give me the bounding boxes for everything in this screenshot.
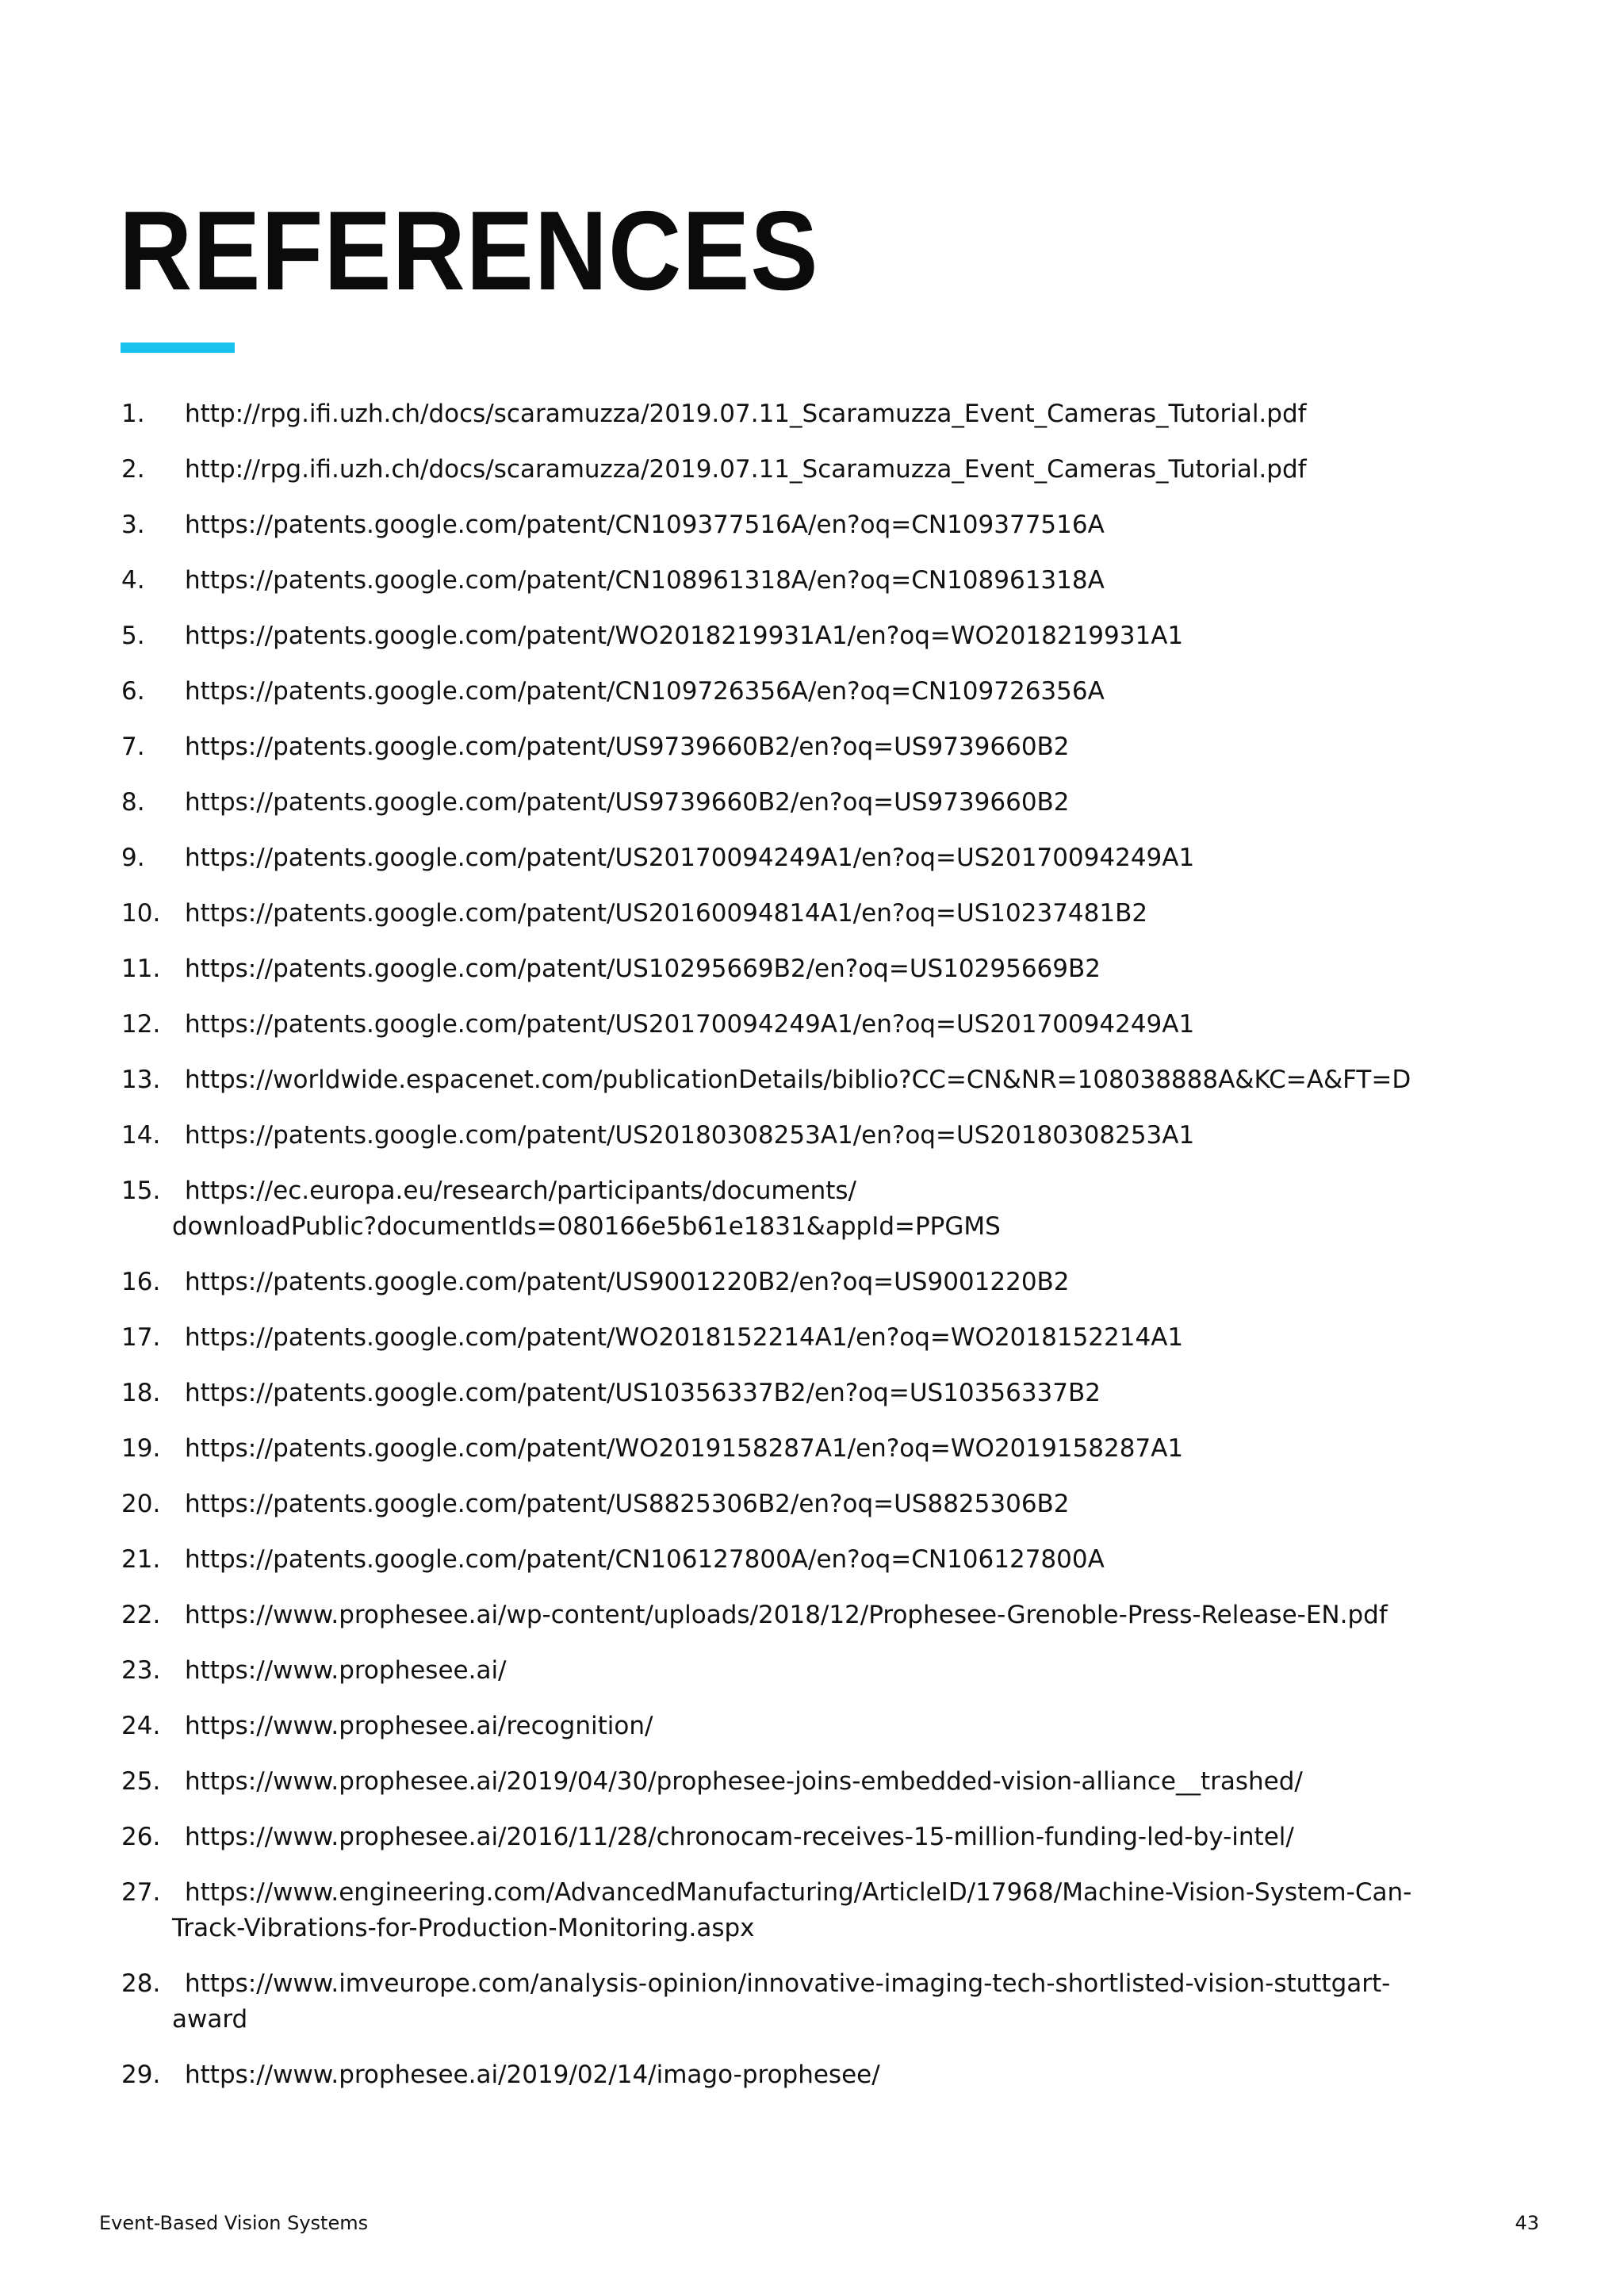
reference-link[interactable]: https://patents.google.com/patent/US9001220B2/en?oq=US9001220B2 <box>185 1268 1070 1296</box>
reference-link[interactable]: https://patents.google.com/patent/US10295669B2/en?oq=US10295669B2 <box>185 955 1101 983</box>
footer-page-number: 43 <box>1515 2212 1539 2234</box>
reference-link[interactable]: https://www.imveurope.com/analysis-opinion/innovative-imaging-tech-shortlisted-vision-stuttgart- <box>185 1969 1391 1998</box>
reference-link[interactable]: https://patents.google.com/patent/WO2018152214A1/en?oq=WO2018152214A1 <box>185 1323 1184 1352</box>
footer-document-title: Event-Based Vision Systems <box>99 2212 369 2234</box>
reference-link[interactable]: https://www.prophesee.ai/2019/04/30/prophesee-joins-embedded-vision-alliance__trashed/ <box>185 1767 1303 1796</box>
reference-link[interactable]: https://www.prophesee.ai/ <box>185 1656 507 1685</box>
reference-number: 21. <box>121 1545 161 1574</box>
reference-item <box>121 1653 1517 1689</box>
reference-number: 22. <box>121 1601 161 1629</box>
reference-item <box>121 1966 1517 2038</box>
reference-link[interactable]: https://patents.google.com/patent/WO2018219931A1/en?oq=WO2018219931A1 <box>185 622 1184 650</box>
reference-link[interactable]: https://patents.google.com/patent/CN106127800A/en?oq=CN106127800A <box>185 1545 1105 1574</box>
reference-item <box>121 452 1517 488</box>
reference-link[interactable]: https://patents.google.com/patent/CN109377516A/en?oq=CN109377516A <box>185 511 1105 539</box>
reference-link[interactable]: https://worldwide.espacenet.com/publicationDetails/biblio?CC=CN&NR=108038888A&KC=A&FT=D <box>185 1066 1411 1094</box>
reference-item <box>121 1709 1517 1744</box>
reference-link-continuation[interactable]: downloadPublic?documentIds=080166e5b61e1831&appId=PPGMS <box>172 1212 1001 1241</box>
reference-link-continuation[interactable]: Track-Vibrations-for-Production-Monitoring.aspx <box>172 1914 755 1942</box>
title-accent-bar <box>121 342 235 353</box>
reference-link[interactable]: https://patents.google.com/patent/US8825306B2/en?oq=US8825306B2 <box>185 1490 1070 1518</box>
reference-number: 29. <box>121 2061 161 2089</box>
reference-number: 15. <box>121 1177 161 1205</box>
reference-link[interactable]: https://patents.google.com/patent/CN108961318A/en?oq=CN108961318A <box>185 566 1105 595</box>
page-title: REFERENCES <box>119 188 819 314</box>
reference-item <box>121 896 1517 932</box>
reference-item <box>121 1875 1517 1946</box>
reference-number: 20. <box>121 1490 161 1518</box>
reference-link[interactable]: https://www.prophesee.ai/2019/02/14/imago-prophesee/ <box>185 2061 880 2089</box>
reference-link[interactable]: https://patents.google.com/patent/CN109726356A/en?oq=CN109726356A <box>185 677 1105 706</box>
reference-item <box>121 1598 1517 1633</box>
reference-item <box>121 396 1517 432</box>
reference-item <box>121 1376 1517 1411</box>
reference-link[interactable]: https://patents.google.com/patent/US20160094814A1/en?oq=US10237481B2 <box>185 899 1148 928</box>
reference-number: 25. <box>121 1767 161 1796</box>
reference-item <box>121 2057 1517 2093</box>
reference-number: 3. <box>121 511 145 539</box>
reference-link[interactable]: https://www.prophesee.ai/wp-content/uploads/2018/12/Prophesee-Grenoble-Press-Release-EN.pdf <box>185 1601 1388 1629</box>
reference-number: 9. <box>121 844 145 872</box>
reference-link[interactable]: https://patents.google.com/patent/US9739660B2/en?oq=US9739660B2 <box>185 733 1070 761</box>
reference-item <box>121 1820 1517 1855</box>
reference-item <box>121 1764 1517 1800</box>
reference-number: 24. <box>121 1712 161 1740</box>
reference-number: 17. <box>121 1323 161 1352</box>
reference-number: 28. <box>121 1969 161 1998</box>
reference-link[interactable]: https://patents.google.com/patent/US20180308253A1/en?oq=US20180308253A1 <box>185 1121 1195 1150</box>
reference-link[interactable]: https://patents.google.com/patent/US20170094249A1/en?oq=US20170094249A1 <box>185 1010 1195 1039</box>
reference-number: 7. <box>121 733 145 761</box>
reference-item <box>121 674 1517 710</box>
reference-link[interactable]: https://ec.europa.eu/research/participants/documents/ <box>185 1177 857 1205</box>
reference-item <box>121 729 1517 765</box>
reference-number: 11. <box>121 955 161 983</box>
reference-number: 13. <box>121 1066 161 1094</box>
reference-item <box>121 1431 1517 1467</box>
reference-item <box>121 785 1517 821</box>
reference-item <box>121 618 1517 654</box>
reference-item <box>121 1007 1517 1043</box>
reference-item <box>121 1265 1517 1300</box>
reference-item <box>121 1118 1517 1154</box>
reference-item <box>121 1487 1517 1522</box>
reference-number: 16. <box>121 1268 161 1296</box>
reference-list <box>121 396 1517 2113</box>
reference-item <box>121 951 1517 987</box>
reference-item <box>121 1173 1517 1245</box>
reference-number: 8. <box>121 788 145 817</box>
reference-number: 19. <box>121 1434 161 1463</box>
reference-item <box>121 1320 1517 1356</box>
reference-number: 14. <box>121 1121 161 1150</box>
reference-number: 6. <box>121 677 145 706</box>
reference-link[interactable]: https://www.engineering.com/AdvancedManufacturing/ArticleID/17968/Machine-Vision-System-Can- <box>185 1878 1412 1907</box>
reference-link[interactable]: https://patents.google.com/patent/US10356337B2/en?oq=US10356337B2 <box>185 1379 1101 1407</box>
reference-link[interactable]: https://patents.google.com/patent/US9739660B2/en?oq=US9739660B2 <box>185 788 1070 817</box>
reference-number: 26. <box>121 1823 161 1851</box>
reference-link[interactable]: https://patents.google.com/patent/US20170094249A1/en?oq=US20170094249A1 <box>185 844 1195 872</box>
reference-link[interactable]: http://rpg.ifi.uzh.ch/docs/scaramuzza/2019.07.11_Scaramuzza_Event_Cameras_Tutorial.pdf <box>185 400 1307 428</box>
reference-link[interactable]: http://rpg.ifi.uzh.ch/docs/scaramuzza/2019.07.11_Scaramuzza_Event_Cameras_Tutorial.pdf <box>185 455 1307 484</box>
reference-number: 10. <box>121 899 161 928</box>
reference-number: 23. <box>121 1656 161 1685</box>
reference-number: 12. <box>121 1010 161 1039</box>
reference-item <box>121 1542 1517 1578</box>
reference-number: 1. <box>121 400 145 428</box>
reference-number: 27. <box>121 1878 161 1907</box>
reference-item <box>121 507 1517 543</box>
reference-link-continuation[interactable]: award <box>172 2005 248 2034</box>
reference-item <box>121 1062 1517 1098</box>
reference-item <box>121 840 1517 876</box>
reference-link[interactable]: https://www.prophesee.ai/recognition/ <box>185 1712 653 1740</box>
reference-number: 4. <box>121 566 145 595</box>
reference-number: 18. <box>121 1379 161 1407</box>
reference-item <box>121 563 1517 599</box>
reference-number: 2. <box>121 455 145 484</box>
reference-link[interactable]: https://www.prophesee.ai/2016/11/28/chronocam-receives-15-million-funding-led-by-intel/ <box>185 1823 1294 1851</box>
reference-number: 5. <box>121 622 145 650</box>
reference-link[interactable]: https://patents.google.com/patent/WO2019158287A1/en?oq=WO2019158287A1 <box>185 1434 1184 1463</box>
